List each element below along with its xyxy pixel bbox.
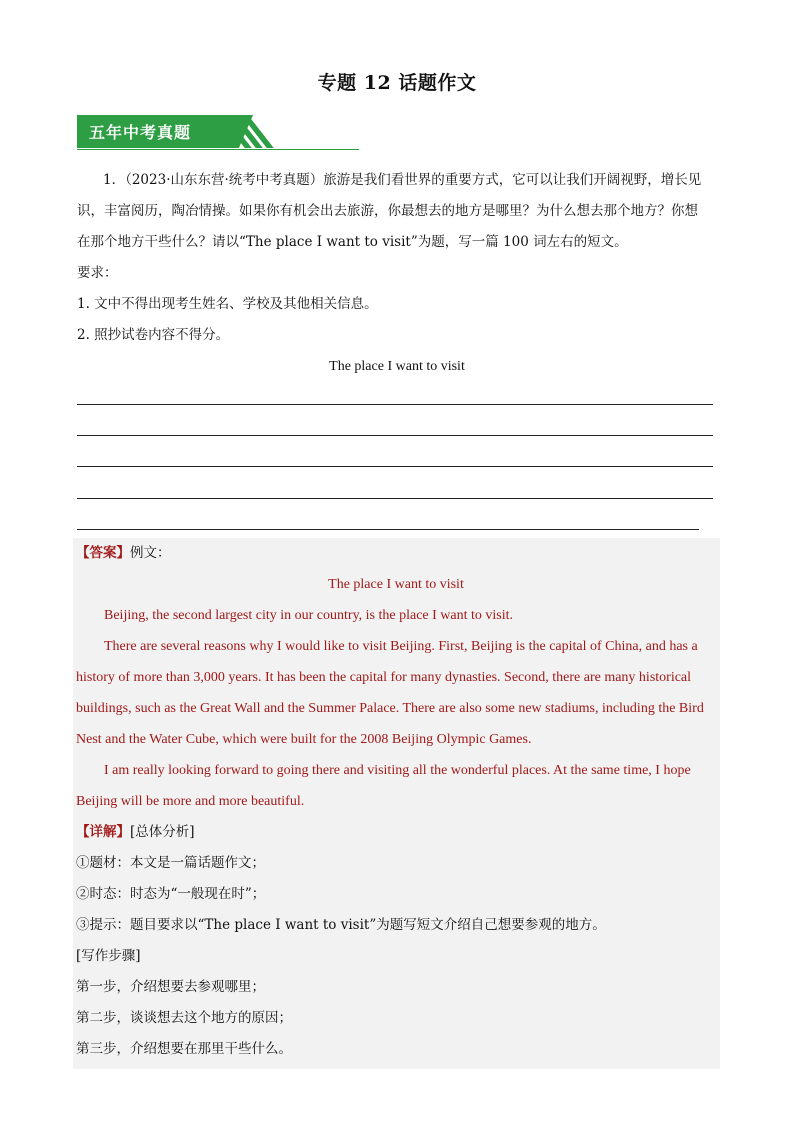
- answer-header: [76, 538, 716, 569]
- analysis-item: ②时态：时态为“一般现在时”；: [76, 886, 266, 902]
- banner-underline: [77, 149, 359, 150]
- detail-label-suffix: [总体分析]: [130, 824, 195, 840]
- essay-line: There are several reasons why I would like to visit Beijing. First, Beijing is the capital of China, and has a: [104, 639, 698, 654]
- writing-line[interactable]: [77, 404, 713, 405]
- step-item: 第二步，谈谈想去这个地方的原因；: [76, 1010, 292, 1026]
- essay-title: The place I want to visit: [329, 359, 465, 374]
- answer-label: 【答案】: [76, 545, 130, 561]
- essay-line: Beijing will be more and more beautiful.: [76, 794, 305, 809]
- requirement-item: 1. 文中不得出现考生姓名、学校及其他相关信息。: [77, 296, 378, 312]
- essay-line: Nest and the Water Cube, which were built for the 2008 Beijing Olympic Games.: [76, 732, 532, 747]
- requirements-label: 要求：: [77, 265, 118, 281]
- essay-line: Beijing, the second largest city in our country, is the place I want to visit.: [104, 608, 514, 623]
- prompt-line: 识，丰富阅历，陶冶情操。如果你有机会出去旅游，你最想去的地方是哪里？为什么想去那个地方？你想: [77, 203, 698, 219]
- writing-line[interactable]: [77, 529, 699, 530]
- analysis-item: ③提示：题目要求以“The place I want to visit”为题写短文介绍自己想要参观的地方。: [76, 917, 606, 933]
- detail-label: 【详解】: [76, 824, 130, 840]
- prompt-line: 在那个地方干些什么？请以“The place I want to visit”为题，写一篇 100 词左右的短文。: [77, 234, 628, 250]
- essay-line: I am really looking forward to going there and visiting all the wonderful places. At the same time, I hope: [104, 763, 691, 778]
- detail-header: [76, 817, 716, 848]
- writing-line[interactable]: [77, 466, 713, 467]
- writing-line[interactable]: [77, 435, 713, 436]
- steps-label: [写作步骤]: [76, 948, 141, 964]
- step-item: 第三步，介绍想要在那里干些什么。: [76, 1041, 292, 1057]
- question-prompt: [77, 165, 717, 382]
- essay-line: buildings, such as the Great Wall and the Summer Palace. There are also some new stadiums, including the Bird: [76, 701, 704, 716]
- banner-label: 五年中考真题: [89, 123, 192, 142]
- answer-section: [73, 538, 720, 1069]
- requirement-item: 2. 照抄试卷内容不得分。: [77, 327, 230, 343]
- prompt-line: 1．（2023·山东东营·统考中考真题）旅游是我们看世界的重要方式，它可以让我们开阔视野，增长见: [103, 172, 702, 188]
- answer-essay-title: The place I want to visit: [328, 577, 464, 592]
- step-item: 第一步，介绍想要去参观哪里；: [76, 979, 265, 995]
- writing-line[interactable]: [77, 498, 713, 499]
- analysis-item: ①题材：本文是一篇话题作文；: [76, 855, 265, 871]
- essay-line: history of more than 3,000 years. It has been the capital for many dynasties. Second, there are many historical: [76, 670, 692, 685]
- answer-label-suffix: 例文：: [130, 545, 171, 561]
- page-title: 专题 12 话题作文: [317, 72, 477, 94]
- section-banner: [77, 115, 359, 151]
